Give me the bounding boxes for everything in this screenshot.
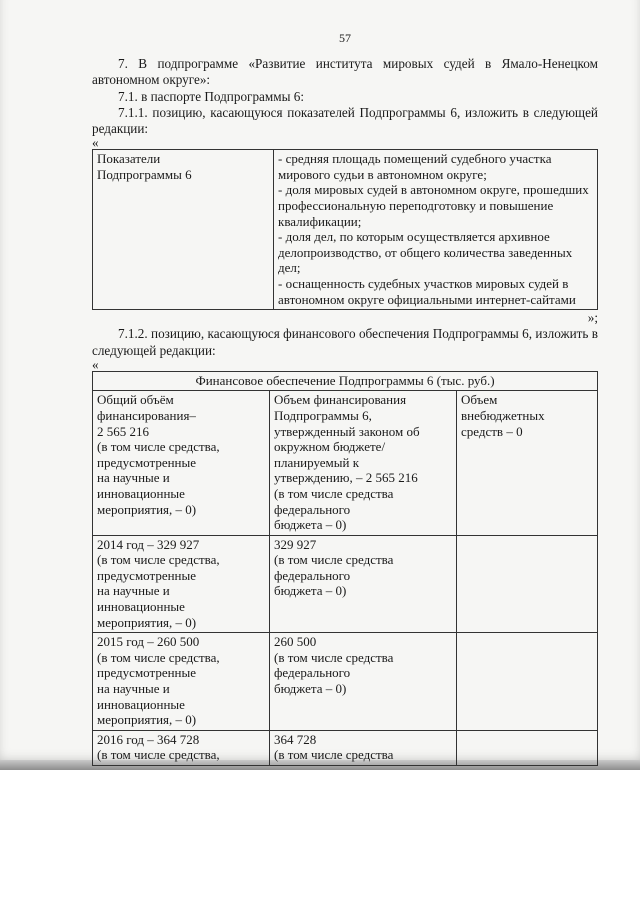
finance-cell-2014: 2014 год – 329 927 (в том числе средства, предусмотренные на научные и инновационные мероприятия, – 0) — [93, 535, 270, 633]
indicators-table — [92, 149, 598, 310]
finance-cell-2014-budget: 329 927 (в том числе средства федерального бюджета – 0) — [270, 535, 457, 633]
finance-cell-2015-offbudget — [457, 633, 598, 731]
paragraph-7-1-1: 7.1.1. позицию, касающуюся показателей Подпрограммы 6, изложить в следующей редакции: — [92, 104, 598, 137]
finance-header-row — [93, 371, 598, 391]
finance-cell-budget: Объем финансирования Подпрограммы 6, утвержденный законом об окружном бюджете/ планируемый к утверждению, – 2 565 216 (в том числе средства федерального бюджета – 0) — [270, 391, 457, 535]
table-row — [93, 535, 598, 633]
finance-cell-2015: 2015 год – 260 500 (в том числе средства, предусмотренные на научные и инновационные мероприятия, – 0) — [93, 633, 270, 731]
close-quote: »; — [587, 310, 598, 326]
table-row — [93, 730, 598, 765]
indicators-label: Показатели Подпрограммы 6 — [93, 150, 274, 310]
finance-cell-offbudget: Объем внебюджетных средств – 0 — [457, 391, 598, 535]
finance-table — [92, 371, 598, 766]
finance-cell-total: Общий объём финансирования– 2 565 216 (в том числе средства, предусмотренные на научные и инновационные мероприятия, – 0) — [93, 391, 270, 535]
open-quote: « — [92, 135, 99, 151]
paragraph-7-1-2: 7.1.2. позицию, касающуюся финансового обеспечения Подпрограммы 6, изложить в следующей редакции: — [92, 326, 598, 358]
table-row — [93, 150, 598, 310]
table-row — [93, 391, 598, 535]
indicators-value: - средняя площадь помещений судебного участка мирового судьи в автономном округе; - доля мировых судей в автономном округе, прошедших профессиональную переподготовку и повышение квалификации; - доля дел, по которым осуществляется архивное делопроизводство, от общего количества заведенных дел; - оснащенность судебных участков мировых судей в автономном округе официальными интернет-сайтами — [274, 150, 598, 310]
finance-cell-2014-offbudget — [457, 535, 598, 633]
paragraph-7-1: 7.1. в паспорте Подпрограммы 6: — [118, 88, 305, 104]
finance-cell-2016: 2016 год – 364 728 (в том числе средства, — [93, 730, 270, 765]
finance-cell-2016-offbudget — [457, 730, 598, 765]
paragraph-7: 7. В подпрограмме «Развитие института мировых судей в Ямало-Ненецком автономном округе»: — [92, 56, 598, 88]
finance-cell-2016-budget: 364 728 (в том числе средства — [270, 730, 457, 765]
finance-cell-2015-budget: 260 500 (в том числе средства федерального бюджета – 0) — [270, 633, 457, 731]
open-quote-2: « — [92, 356, 99, 372]
table-row — [93, 633, 598, 731]
document-body — [92, 30, 598, 766]
finance-header: Финансовое обеспечение Подпрограммы 6 (тыс. руб.) — [93, 371, 598, 391]
page-number: 57 — [339, 31, 351, 45]
